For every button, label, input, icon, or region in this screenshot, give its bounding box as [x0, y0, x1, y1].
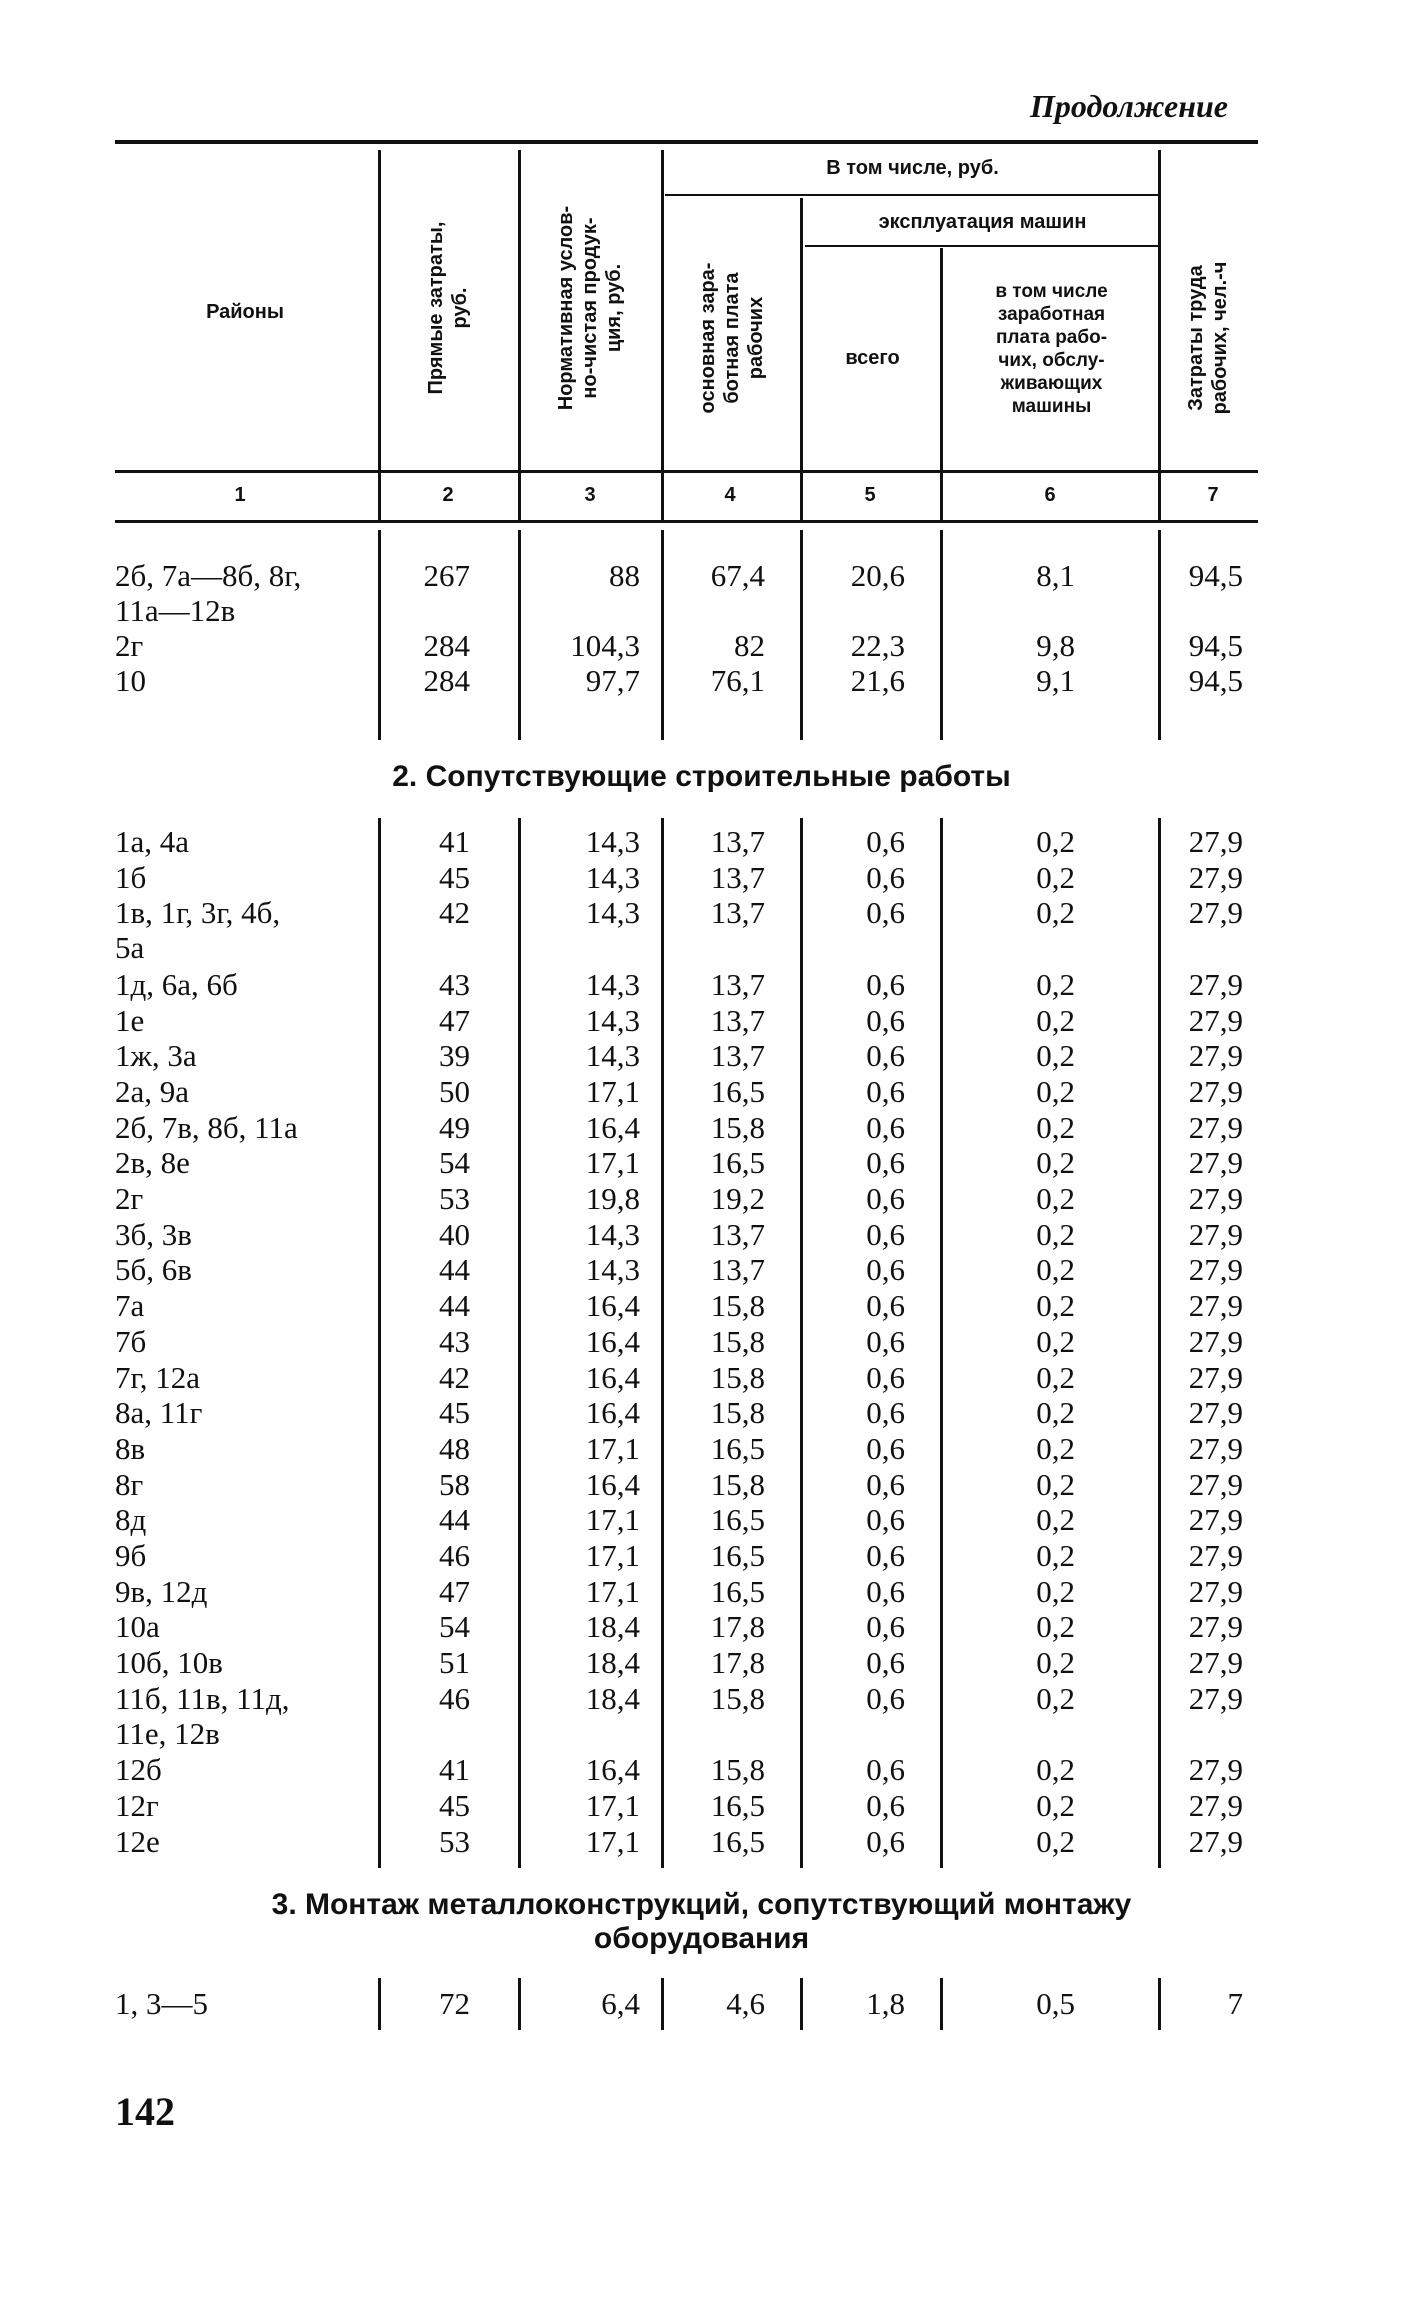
mwage-cell: 0,5 — [1036, 1986, 1075, 2021]
wage-cell: 13,7 — [710, 1252, 765, 1288]
header-vline — [940, 248, 943, 520]
col-number: 3 — [584, 484, 596, 506]
mwage-cell: 0,2 — [1036, 1466, 1075, 1502]
labor-cell: 27,9 — [1188, 1609, 1243, 1645]
region-cell: 1в, 1г, 3г, 4б, 5а — [115, 895, 281, 966]
direct-cell: 42 — [439, 895, 470, 931]
labor-cell: 27,9 — [1188, 1073, 1243, 1109]
total-cell: 0,6 — [866, 1109, 905, 1145]
total-cell: 0,6 — [866, 1645, 905, 1681]
header-top-rule — [115, 140, 1258, 144]
mwage-cell: 0,2 — [1036, 1002, 1075, 1038]
norm-cell: 14,3 — [585, 1038, 640, 1074]
direct-cell: 72 — [439, 1986, 470, 2021]
labor-cell: 7 — [1227, 1986, 1243, 2021]
labor-cell: 27,9 — [1188, 1573, 1243, 1609]
wage-cell: 17,8 — [710, 1645, 765, 1681]
total-cell: 0,6 — [866, 1823, 905, 1859]
wage-cell: 15,8 — [710, 1323, 765, 1359]
wage-cell: 15,8 — [710, 1680, 765, 1716]
norm-cell: 16,4 — [585, 1752, 640, 1788]
norm-cell: 18,4 — [585, 1680, 640, 1716]
total-cell: 0,6 — [866, 859, 905, 895]
total-cell: 1,8 — [866, 1986, 905, 2021]
region-cell: 10 — [115, 663, 146, 698]
col-wage-header: основная зара- ботная плата рабочих — [697, 262, 767, 414]
mwage-cell: 9,8 — [1036, 628, 1075, 663]
region-cell: 10а — [115, 1609, 160, 1645]
mwage-cell: 0,2 — [1036, 966, 1075, 1002]
labor-cell: 27,9 — [1188, 824, 1243, 859]
direct-cell: 53 — [439, 1823, 470, 1859]
body-vline — [661, 818, 664, 1868]
region-cell: 1д, 6а, 6б — [115, 966, 238, 1002]
col-number: 5 — [864, 484, 876, 506]
region-cell: 2а, 9а — [115, 1073, 190, 1109]
col-region-header: Районы — [206, 301, 284, 323]
norm-cell: 16,4 — [585, 1359, 640, 1395]
total-cell: 0,6 — [866, 1216, 905, 1252]
direct-cell: 49 — [439, 1109, 470, 1145]
header-vline — [1158, 150, 1161, 520]
total-cell: 0,6 — [866, 1502, 905, 1538]
col-number: 6 — [1044, 484, 1056, 506]
col-direct-header: Прямые затраты, руб. — [425, 221, 471, 395]
wage-cell: 19,2 — [710, 1181, 765, 1216]
col-number: 7 — [1207, 484, 1219, 506]
mwage-cell: 0,2 — [1036, 824, 1075, 859]
group-machine-rule — [805, 245, 1160, 247]
region-cell: 1ж, 3а — [115, 1038, 197, 1074]
header-vline — [378, 150, 381, 520]
total-cell: 0,6 — [866, 1073, 905, 1109]
wage-cell: 16,5 — [710, 1145, 765, 1181]
norm-cell: 14,3 — [585, 824, 640, 859]
direct-cell: 40 — [439, 1216, 470, 1252]
direct-cell: 50 — [439, 1073, 470, 1109]
wage-cell: 16,5 — [710, 1573, 765, 1609]
region-cell: 2г — [115, 628, 144, 663]
region-cell: 2в, 8е — [115, 1145, 190, 1181]
labor-cell: 94,5 — [1188, 663, 1243, 698]
direct-cell: 284 — [423, 663, 470, 698]
norm-cell: 16,4 — [585, 1109, 640, 1145]
total-cell: 0,6 — [866, 1752, 905, 1788]
wage-cell: 13,7 — [710, 1002, 765, 1038]
labor-cell: 27,9 — [1188, 1002, 1243, 1038]
body-vline — [518, 818, 521, 1868]
region-cell: 7г, 12а — [115, 1359, 200, 1395]
labor-cell: 27,9 — [1188, 1752, 1243, 1788]
region-cell: 12е — [115, 1823, 160, 1859]
norm-cell: 88 — [609, 558, 640, 593]
mwage-cell: 0,2 — [1036, 1538, 1075, 1573]
header-vline — [661, 150, 664, 520]
continuation-label: Продолжение — [1030, 88, 1228, 124]
mwage-cell: 0,2 — [1036, 1359, 1075, 1395]
mwage-cell: 0,2 — [1036, 1038, 1075, 1074]
norm-cell: 18,4 — [585, 1609, 640, 1645]
mwage-cell: 0,2 — [1036, 1323, 1075, 1359]
wage-cell: 82 — [734, 628, 765, 663]
total-cell: 0,6 — [866, 824, 905, 859]
total-cell: 22,3 — [850, 628, 905, 663]
labor-cell: 27,9 — [1188, 1538, 1243, 1573]
mwage-cell: 0,2 — [1036, 859, 1075, 895]
region-cell: 1, 3—5 — [115, 1986, 208, 2021]
mwage-cell: 0,2 — [1036, 1145, 1075, 1181]
mwage-cell: 0,2 — [1036, 1680, 1075, 1716]
wage-cell: 13,7 — [710, 1216, 765, 1252]
norm-cell: 14,3 — [585, 859, 640, 895]
norm-cell: 18,4 — [585, 1645, 640, 1681]
body-vline — [661, 1978, 664, 2030]
body-vline — [800, 530, 803, 740]
mwage-cell: 0,2 — [1036, 1573, 1075, 1609]
wage-cell: 67,4 — [710, 558, 765, 593]
col-total-header: всего — [845, 347, 900, 369]
wage-cell: 13,7 — [710, 966, 765, 1002]
norm-cell: 17,1 — [585, 1502, 640, 1538]
labor-cell: 27,9 — [1188, 1823, 1243, 1859]
total-cell: 0,6 — [866, 1538, 905, 1573]
total-cell: 0,6 — [866, 1430, 905, 1466]
labor-cell: 94,5 — [1188, 558, 1243, 593]
labor-cell: 27,9 — [1188, 1430, 1243, 1466]
region-cell: 8г — [115, 1466, 144, 1502]
body-vline — [1158, 1978, 1161, 2030]
col-labor-header: Затраты труда рабочих, чел.-ч — [1185, 261, 1231, 415]
section2-title: 2. Сопутствующие строительные работы — [392, 760, 1011, 793]
mwage-cell: 0,2 — [1036, 1752, 1075, 1788]
norm-cell: 16,4 — [585, 1395, 640, 1431]
header-vline — [800, 198, 803, 520]
labor-cell: 27,9 — [1188, 1288, 1243, 1324]
labor-cell: 27,9 — [1188, 966, 1243, 1002]
wage-cell: 16,5 — [710, 1538, 765, 1573]
col-number: 1 — [234, 484, 246, 506]
total-cell: 0,6 — [866, 1609, 905, 1645]
mwage-cell: 0,2 — [1036, 1430, 1075, 1466]
region-cell: 2г — [115, 1181, 144, 1216]
mwage-cell: 0,2 — [1036, 1823, 1075, 1859]
mwage-cell: 0,2 — [1036, 1181, 1075, 1216]
labor-cell: 27,9 — [1188, 895, 1243, 931]
wage-cell: 13,7 — [710, 1038, 765, 1074]
labor-cell: 27,9 — [1188, 1038, 1243, 1074]
mwage-cell: 0,2 — [1036, 1288, 1075, 1324]
direct-cell: 54 — [439, 1145, 470, 1181]
wage-cell: 15,8 — [710, 1466, 765, 1502]
direct-cell: 58 — [439, 1466, 470, 1502]
labor-cell: 27,9 — [1188, 1680, 1243, 1716]
mwage-cell: 0,2 — [1036, 895, 1075, 931]
total-cell: 0,6 — [866, 1288, 905, 1324]
wage-cell: 15,8 — [710, 1752, 765, 1788]
col-incl-wage-header: в том числе заработная плата рабо- чих, обслу- живающих машины — [995, 281, 1108, 417]
norm-cell: 14,3 — [585, 1252, 640, 1288]
wage-cell: 15,8 — [710, 1109, 765, 1145]
labor-cell: 27,9 — [1188, 1502, 1243, 1538]
direct-cell: 45 — [439, 1395, 470, 1431]
norm-cell: 6,4 — [601, 1986, 640, 2021]
region-cell: 8д — [115, 1502, 147, 1538]
total-cell: 21,6 — [850, 663, 905, 698]
group-incl-header: В том числе, руб. — [826, 157, 999, 179]
direct-cell: 267 — [423, 558, 470, 593]
direct-cell: 46 — [439, 1538, 470, 1573]
region-cell: 8в — [115, 1430, 146, 1466]
body-vline — [800, 1978, 803, 2030]
wage-cell: 13,7 — [710, 859, 765, 895]
labor-cell: 27,9 — [1188, 1109, 1243, 1145]
wage-cell: 13,7 — [710, 824, 765, 859]
norm-cell: 14,3 — [585, 966, 640, 1002]
direct-cell: 44 — [439, 1252, 470, 1288]
region-cell: 1е — [115, 1002, 145, 1038]
region-cell: 1б — [115, 859, 147, 895]
norm-cell: 14,3 — [585, 895, 640, 931]
body-vline — [378, 1978, 381, 2030]
norm-cell: 17,1 — [585, 1073, 640, 1109]
region-cell: 12б — [115, 1752, 162, 1788]
total-cell: 0,6 — [866, 1573, 905, 1609]
labor-cell: 27,9 — [1188, 1145, 1243, 1181]
direct-cell: 53 — [439, 1181, 470, 1216]
total-cell: 0,6 — [866, 1466, 905, 1502]
wage-cell: 15,8 — [710, 1395, 765, 1431]
norm-cell: 16,4 — [585, 1466, 640, 1502]
direct-cell: 45 — [439, 859, 470, 895]
labor-cell: 27,9 — [1188, 1395, 1243, 1431]
norm-cell: 16,4 — [585, 1288, 640, 1324]
wage-cell: 16,5 — [710, 1823, 765, 1859]
total-cell: 20,6 — [850, 558, 905, 593]
norm-cell: 14,3 — [585, 1216, 640, 1252]
region-cell: 11б, 11в, 11д, 11е, 12в — [115, 1680, 290, 1751]
direct-cell: 284 — [423, 628, 470, 663]
group-machine-header: эксплуатация машин — [878, 211, 1087, 233]
total-cell: 0,6 — [866, 1680, 905, 1716]
wage-cell: 16,5 — [710, 1502, 765, 1538]
mwage-cell: 0,2 — [1036, 1073, 1075, 1109]
wage-cell: 76,1 — [710, 663, 765, 698]
norm-cell: 17,1 — [585, 1430, 640, 1466]
total-cell: 0,6 — [866, 1002, 905, 1038]
body-vline — [1158, 818, 1161, 1868]
body-vline — [518, 1978, 521, 2030]
wage-cell: 15,8 — [710, 1288, 765, 1324]
total-cell: 0,6 — [866, 1395, 905, 1431]
direct-cell: 46 — [439, 1680, 470, 1716]
direct-cell: 44 — [439, 1288, 470, 1324]
region-cell: 5б, 6в — [115, 1252, 192, 1288]
mwage-cell: 0,2 — [1036, 1252, 1075, 1288]
col-norm-header: Нормативная услов- но-чистая продук- ция, руб. — [555, 205, 625, 411]
wage-cell: 16,5 — [710, 1430, 765, 1466]
header-vline — [518, 150, 521, 520]
mwage-cell: 0,2 — [1036, 1109, 1075, 1145]
wage-cell: 16,5 — [710, 1073, 765, 1109]
body-vline — [661, 530, 664, 740]
direct-cell: 47 — [439, 1573, 470, 1609]
labor-cell: 27,9 — [1188, 1787, 1243, 1823]
norm-cell: 17,1 — [585, 1787, 640, 1823]
direct-cell: 41 — [439, 824, 470, 859]
norm-cell: 19,8 — [585, 1181, 640, 1216]
total-cell: 0,6 — [866, 1323, 905, 1359]
wage-cell: 4,6 — [726, 1986, 765, 2021]
direct-cell: 43 — [439, 966, 470, 1002]
total-cell: 0,6 — [866, 1181, 905, 1216]
mwage-cell: 0,2 — [1036, 1502, 1075, 1538]
direct-cell: 44 — [439, 1502, 470, 1538]
norm-cell: 104,3 — [570, 628, 640, 663]
wage-cell: 15,8 — [710, 1359, 765, 1395]
labor-cell: 27,9 — [1188, 859, 1243, 895]
norm-cell: 97,7 — [585, 663, 640, 698]
labor-cell: 27,9 — [1188, 1181, 1243, 1216]
total-cell: 0,6 — [866, 966, 905, 1002]
norm-cell: 17,1 — [585, 1145, 640, 1181]
labor-cell: 27,9 — [1188, 1466, 1243, 1502]
direct-cell: 39 — [439, 1038, 470, 1074]
region-cell: 7б — [115, 1323, 147, 1359]
norm-cell: 17,1 — [585, 1538, 640, 1573]
region-cell: 8а, 11г — [115, 1395, 203, 1431]
labor-cell: 94,5 — [1188, 628, 1243, 663]
section3-title: 3. Монтаж металлоконструкций, сопутствующий монтажу оборудования — [271, 1888, 1132, 1955]
labor-cell: 27,9 — [1188, 1216, 1243, 1252]
body-vline — [1158, 530, 1161, 740]
total-cell: 0,6 — [866, 1359, 905, 1395]
mwage-cell: 0,2 — [1036, 1216, 1075, 1252]
region-cell: 9в, 12д — [115, 1573, 208, 1609]
page-number: 142 — [115, 2089, 175, 2134]
body-vline — [378, 530, 381, 740]
region-cell: 2б, 7а—8б, 8г, 11а—12в — [115, 558, 302, 628]
col-number: 4 — [724, 484, 736, 506]
header-mid-rule — [115, 470, 1258, 473]
norm-cell: 14,3 — [585, 1002, 640, 1038]
region-cell: 10б, 10в — [115, 1645, 223, 1681]
direct-cell: 51 — [439, 1645, 470, 1681]
total-cell: 0,6 — [866, 1038, 905, 1074]
total-cell: 0,6 — [866, 1145, 905, 1181]
mwage-cell: 0,2 — [1036, 1609, 1075, 1645]
direct-cell: 42 — [439, 1359, 470, 1395]
direct-cell: 43 — [439, 1323, 470, 1359]
norm-cell: 17,1 — [585, 1573, 640, 1609]
wage-cell: 13,7 — [710, 895, 765, 931]
group-incl-rule — [665, 194, 1160, 196]
wage-cell: 17,8 — [710, 1609, 765, 1645]
mwage-cell: 8,1 — [1036, 558, 1075, 593]
body-vline — [378, 818, 381, 1868]
norm-cell: 17,1 — [585, 1823, 640, 1859]
labor-cell: 27,9 — [1188, 1323, 1243, 1359]
header-bottom-rule — [115, 520, 1258, 523]
labor-cell: 27,9 — [1188, 1645, 1243, 1681]
total-cell: 0,6 — [866, 895, 905, 931]
region-cell: 7а — [115, 1288, 145, 1324]
total-cell: 0,6 — [866, 1252, 905, 1288]
direct-cell: 48 — [439, 1430, 470, 1466]
wage-cell: 16,5 — [710, 1787, 765, 1823]
region-cell: 2б, 7в, 8б, 11а — [115, 1109, 298, 1145]
body-vline — [940, 530, 943, 740]
region-cell: 1а, 4а — [115, 824, 190, 859]
total-cell: 0,6 — [866, 1787, 905, 1823]
labor-cell: 27,9 — [1188, 1359, 1243, 1395]
direct-cell: 47 — [439, 1002, 470, 1038]
mwage-cell: 9,1 — [1036, 663, 1075, 698]
region-cell: 9б — [115, 1538, 147, 1573]
norm-cell: 16,4 — [585, 1323, 640, 1359]
col-number: 2 — [442, 484, 454, 506]
mwage-cell: 0,2 — [1036, 1395, 1075, 1431]
body-vline — [518, 530, 521, 740]
region-cell: 3б, 3в — [115, 1216, 192, 1252]
labor-cell: 27,9 — [1188, 1252, 1243, 1288]
body-vline — [940, 818, 943, 1868]
mwage-cell: 0,2 — [1036, 1645, 1075, 1681]
direct-cell: 41 — [439, 1752, 470, 1788]
direct-cell: 54 — [439, 1609, 470, 1645]
direct-cell: 45 — [439, 1787, 470, 1823]
mwage-cell: 0,2 — [1036, 1787, 1075, 1823]
body-vline — [940, 1978, 943, 2030]
region-cell: 12г — [115, 1787, 159, 1823]
body-vline — [800, 818, 803, 1868]
